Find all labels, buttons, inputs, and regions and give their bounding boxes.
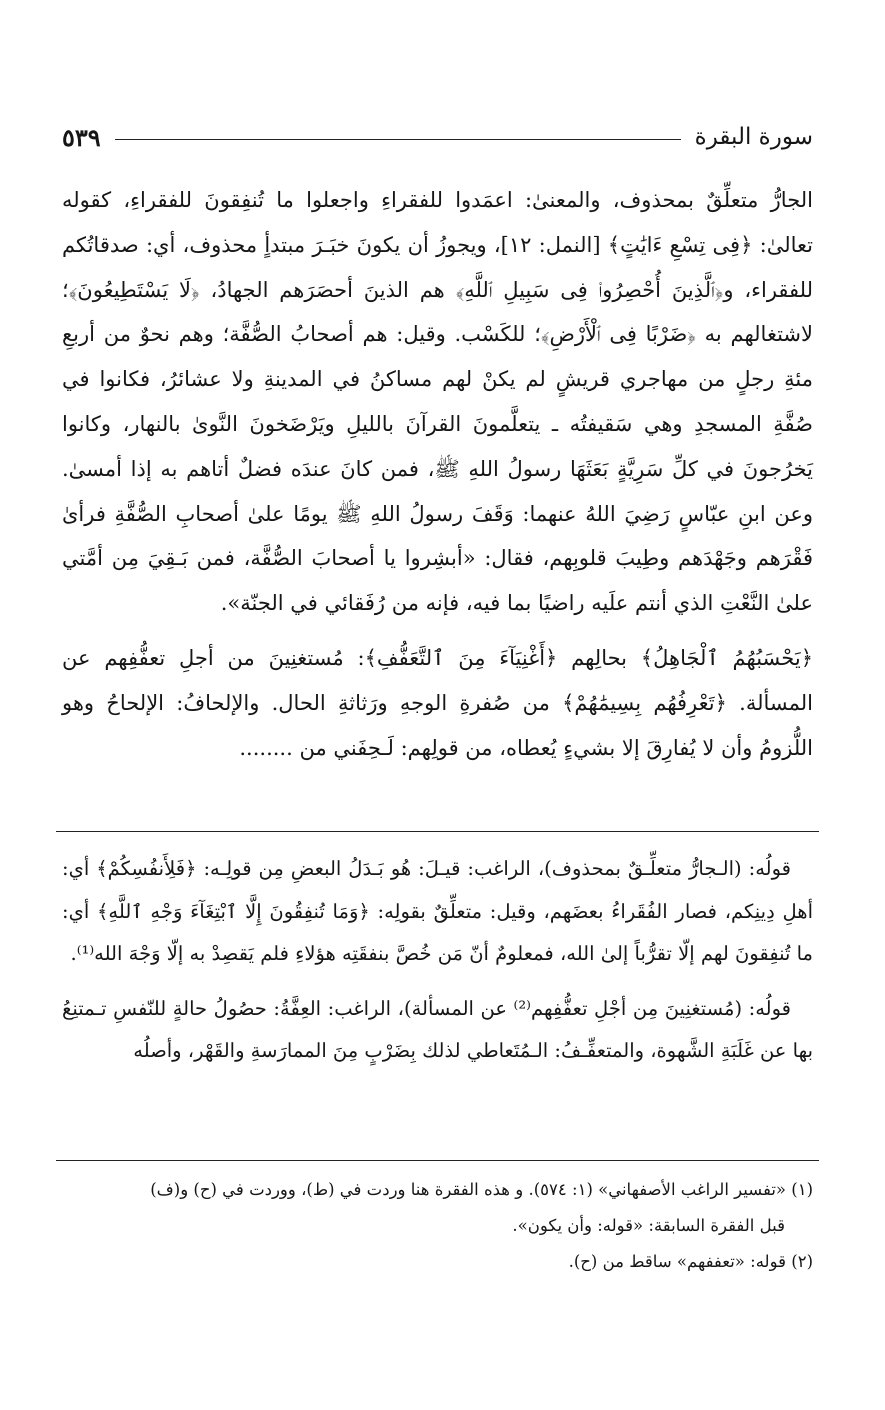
surah-name: سورة البقرة [694, 124, 813, 150]
footnotes [62, 1172, 813, 1280]
running-header [62, 120, 813, 154]
footnote-1: (١) «تفسير الراغب الأصفهاني» (١: ٥٧٤). و هذه الفقرة هنا وردت في (ط)، ووردت في (ح) و(ف) [150, 1180, 813, 1199]
header-rule [115, 139, 681, 140]
main-paragraph: الجارُّ متعلِّقٌ بمحذوف، والمعنىٰ: اعمَدوا للفقراءِ واجعلوا ما تُنفِقونَ للفقراءِ، كقوله تعالىٰ: ﴿فِى تِسْعِ ءَايَٰتٍ﴾ [النمل: ١٢]، ويجوزُ أن يكونَ خبَـرَ مبتدأٍ محذوف، أي: صدقاتُكم للفقراء، و﴿ٱلَّذِينَ أُحْصِرُوا۟ فِى سَبِيلِ ٱللَّهِ﴾ هم الذينَ أحصَرَهم الجهادُ، ﴿لَا يَسْتَطِيعُونَ﴾؛ لاشتغالهم به ﴿ضَرْبًا فِى ٱلْأَرْضِ﴾؛ للكَسْب. وقيل: هم أصحابُ الصُّفَّة؛ وهم نحوٌ من أربعِ مئةِ رجلٍ من مهاجري قريشٍ لم يكنْ لهم مساكنُ في المدينةِ ولا عشائرُ، فكانوا في صُفَّةِ المسجدِ وهي سَقيفتُه ـ يتعلَّمونَ القرآنَ بالليلِ ويَرْضَخونَ النَّوىٰ بالنهار، وكانوا يَخرُجونَ في كلِّ سَرِيَّةٍ بَعَثَهَا رسولُ اللهِ ﷺ، فمن كانَ عندَه فضلٌ أتاهم به إذا أمسىٰ. وعن ابنِ عبّاسٍ رَضِيَ اللهُ عنهما: وَقَفَ رسولُ اللهِ ﷺ يومًا علىٰ أصحابِ الصُّفَّةِ فرأىٰ فَقْرَهم وجَهْدَهم وطِيبَ قلوبِهم، فقال: «أبشِروا يا أصحابَ الصُّفَّة، فمن بَـقِيَ مِن أمَّتي علىٰ النَّعْتِ الذي أنتم علَيه راضيًا بما فيه، فإنه من رُفَقائي في الجنّة». [62, 188, 813, 616]
footnote-1-continuation: قبل الفقرة السابقة: «قوله: وأن يكون». [512, 1216, 785, 1235]
main-paragraph: ﴿يَحْسَبُهُمُ ٱلْجَاهِلُ﴾ بحالِهم ﴿أَغْنِيَآءَ مِنَ ٱلتَّعَفُّفِ﴾: مُستغنِينَ من أجلِ تعفُّفِهم عن المسألة. ﴿تَعْرِفُهُم بِسِيمَٰهُمْ﴾ من صُفرةِ الوجهِ ورَثاثةِ الحال. والإلحافُ: الإلحاحُ وهو اللُّزومُ وأن لا يُفارِقَ إلا بشيءٍ يُعطاه، من قولِهم: لَـحِفَني من ........ [62, 645, 813, 760]
gloss-commentary [62, 848, 813, 1073]
main-gloss-divider [56, 831, 819, 832]
main-commentary [62, 178, 813, 770]
page-number: ٥٣٩ [62, 122, 101, 152]
book-page [62, 0, 813, 1410]
footnote-divider [56, 1160, 819, 1161]
footnote-2: (٢) قوله: «تعففهم» ساقط من (ح). [568, 1252, 813, 1271]
gloss-paragraph: قولُه: (الـجارُّ متعلِّـقٌ بمحذوف)، الراغب: قيـلَ: هُو بَـدَلُ البعضِ مِن قولِـه: ﴿فَلِأَنفُسِكُمْ﴾ أي: أهلِ دِينِكم، فصار الفُقَراءُ بعضَهم، وقيل: متعلِّقٌ بقولِه: ﴿وَمَا تُنفِقُونَ إِلَّا ٱبْتِغَآءَ وَجْهِ ٱللَّهِ﴾ أي: ما تُنفِقونَ لهم إلّا تقرُّباً إلىٰ الله، فمعلومٌ أنّ مَن خُصَّ بنفقَتِه هؤلاءِ فلم يَقصِدْ به إلّا وَجْهَ الله⁽¹⁾. [62, 857, 813, 965]
gloss-paragraph: قولُه: (مُستغنِينَ مِن أجْلِ تعفُّفِهم⁽²⁾ عن المسألة)، الراغب: العِفَّةُ: حصُولُ حالةٍ للنّفسِ تـمتنِعُ بها عن غَلَبَةِ الشَّهوة، والمتعفِّـفُ: الـمُتَعاطي لذلك بِضَرْبٍ مِنَ الممارَسةِ والقَهْر، وأصلُه [62, 996, 813, 1062]
